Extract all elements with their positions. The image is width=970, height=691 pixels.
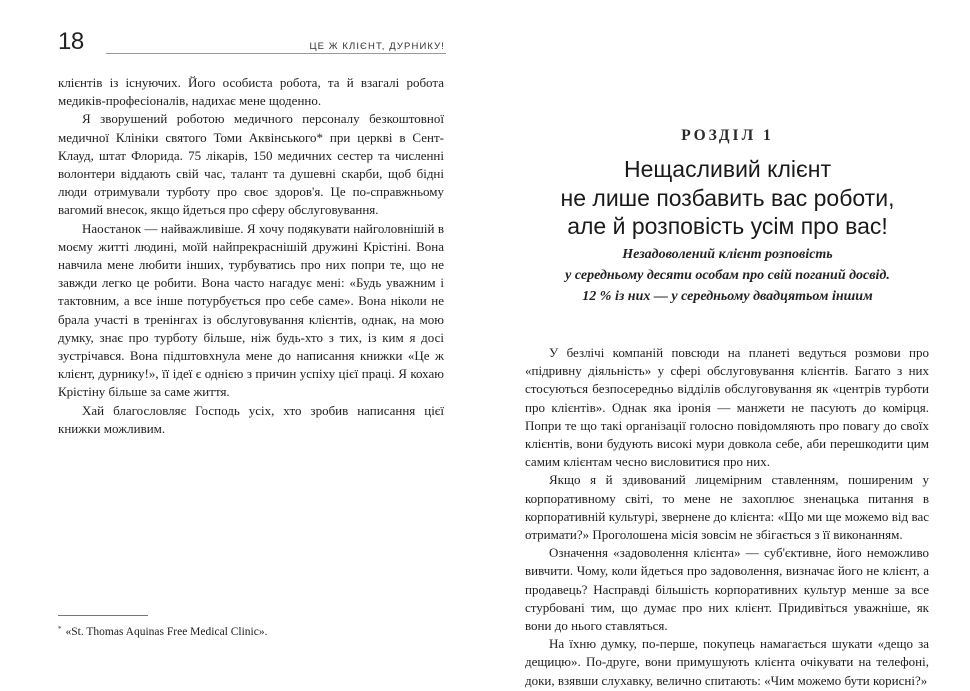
footnote-marker: * xyxy=(58,625,62,633)
chapter-title-line: Нещасливий клієнт xyxy=(623,156,831,182)
page-number: 18 xyxy=(58,28,84,55)
chapter-title-line: не лише позбавить вас роботи, xyxy=(560,184,895,211)
footnote-text: «St. Thomas Aquinas Free Medical Clinic». xyxy=(65,626,268,638)
paragraph: У безлічі компаній повсюди на планеті ведуться розмови про «підривну діяльність» у сфері обслуговування клієнтів. Багато з них стосуються безпосередньо відділів обслуговування як «центрів турботи про клієнтів». Однак яка іронія — манжети не пасують до комірця. Попри те що такі організації голосно повідомляють про повагу до своїх клієнтів, вони будують високі мури довкола себе, аби перешкодити цим самим клієнтам чесно висловитися про них. xyxy=(525,345,929,470)
epigraph xyxy=(525,244,930,307)
footnote xyxy=(58,622,448,640)
epigraph-line: Незадоволений клієнт розповість xyxy=(622,247,833,262)
right-page xyxy=(485,0,970,691)
epigraph-line: 12 % із них — у середньому двадцятьом іншим xyxy=(582,289,873,304)
chapter-title-line: але й розповість усім про вас! xyxy=(567,213,888,239)
paragraph: Хай благословляє Господь усіх, хто зробив написання цієї книжки можливим. xyxy=(58,402,444,436)
paragraph: Наостанок — найважливіше. Я хочу подякувати найголовнішій в моєму житті людині, моїй найпрекраснішій дружині Крістіні. Вона навчила мене любити інших, турбуватись про них попри те, що не завжди легко це робити. Вона часто нагадує мені: «Будь уважним і тактовним, а все інше потурбується про себе саме». Вона ніколи не брала участі в тренінгах із обслуговування клієнтів, однак, на мою думку, знає про турботу більше, ніж будь-хто з тих, із ким я досі зустрічався. Вона підштовхнула мене до написання книжки «Це ж клієнт, дурнику!», її ідеї є однією з причин успіху цієї праці. Я кохаю Крістіну більше за саме життя. xyxy=(58,220,444,400)
running-head: ЦЕ Ж КЛІЄНТ, ДУРНИКУ! xyxy=(309,41,445,52)
paragraph: Означення «задоволення клієнта» — суб'єктивне, його неможливо вивчити. Чому, коли йдеться про задоволення, визначає його не клієнт, а продавець? Насправді більшість корпоративних культур менше за все стурбовані тим, що думає про них клієнт. Придивіться уважніше, як вони до нього ставляться. xyxy=(525,545,929,634)
chapter-title xyxy=(510,155,945,241)
chapter-label: РОЗДІЛ 1 xyxy=(681,127,774,144)
paragraph: клієнтів із існуючих. Його особиста робота, та й взагалі робота медиків-професіоналів, надихає мене щоденно. xyxy=(58,75,444,109)
right-body-text xyxy=(525,344,929,690)
paragraph: Якщо я й здивований лицемірним ставленням, поширеним у корпоративному світі, то мене не захоплює зненацька питання в корпоративній культурі, звернене до клієнта: «Що ми ще можемо від вас отримати?» Проголошена місія зовсім не збігається з її виконанням. xyxy=(525,472,929,543)
paragraph: Я зворушений роботою медичного персоналу безкоштовної медичної Клініки святого Томи Аквінського* при церкві в Сент-Клауд, штат Флорида. 75 лікарів, 150 медичних сестер та численні волонтери віддають свій час, талант та душевні скарби, щоб бідні люди отримували турботу про своє здоров'я. Це по-справжньому вагомий внесок, якщо йдеться про сферу обслуговування. xyxy=(58,111,444,218)
footnote-rule xyxy=(58,615,148,616)
epigraph-line: у середньому десяти особам про свій поганий досвід. xyxy=(565,268,890,283)
paragraph: На їхню думку, по-перше, покупець намагається шукати «дещо за дещицю». По-друге, вони примушують клієнта очікувати на телефоні, доки, взявши слухавку, велично спитають: «Чим можемо бути корисні?» xyxy=(525,636,929,688)
header-rule xyxy=(106,53,446,54)
left-body-text xyxy=(58,74,444,438)
